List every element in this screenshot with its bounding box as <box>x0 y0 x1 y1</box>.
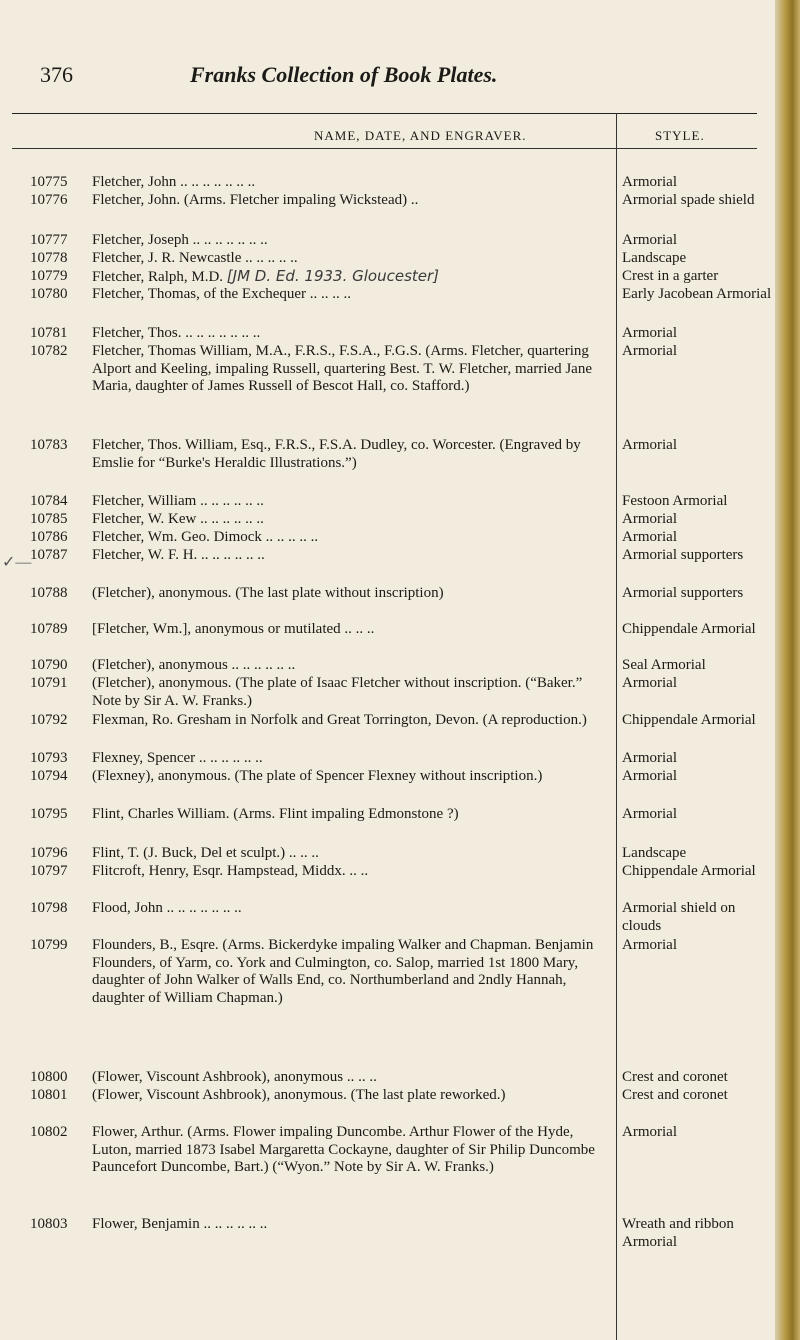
entry-number: 10789 <box>30 621 68 637</box>
column-header-name: NAME, DATE, AND ENGRAVER. <box>314 128 527 143</box>
entry-text: Flounders, B., Esqre. (Arms. Bickerdyke impaling Walker and Chapman. Benjamin Flounders, of Yarm, co. York and Culmington, co. Salop, married 1st 1800 Mary, daughter of John Walker of Walls End, co. Northumberland and 2ndly Hannah, daughter of William Chapman.) <box>92 937 594 1006</box>
running-header <box>40 62 740 92</box>
entry-style: Armorial <box>622 437 677 453</box>
entry-text: Fletcher, William .. .. .. .. .. .. <box>92 493 264 509</box>
entry-text: Fletcher, Ralph, M.D. <box>92 269 224 285</box>
entry-text: Fletcher, Wm. Geo. Dimock .. .. .. .. .. <box>92 529 319 545</box>
entry-style: Armorial <box>622 937 677 953</box>
entry-text: Flower, Arthur. (Arms. Flower impaling Duncombe. Arthur Flower of the Hyde, Luton, married 1873 Isabel Margaretta Cockayne, daughter of Sir Philip Duncombe Pauncefort Duncombe, Bart.) (“Wyon.” Note by Sir A. W. Franks.) <box>92 1124 595 1175</box>
entry-text: Flexney, Spencer .. .. .. .. .. .. <box>92 750 263 766</box>
handwritten-annotation: [JM D. Ed. 1933. Gloucester] <box>226 267 440 285</box>
entry-text: Fletcher, J. R. Newcastle .. .. .. .. .. <box>92 250 298 266</box>
entry-text: Fletcher, John .. .. .. .. .. .. .. <box>92 174 256 190</box>
column-header-style: STYLE. <box>655 128 705 143</box>
entry-number: 10800 <box>30 1069 68 1085</box>
entry-style: Chippendale Armorial <box>622 863 756 879</box>
entry-style: Landscape <box>622 250 687 266</box>
entry-text: Flood, John .. .. .. .. .. .. .. <box>92 900 242 916</box>
page-edge <box>775 0 800 1340</box>
entry-number: 10778 <box>30 250 68 266</box>
entry-number: 10791 <box>30 675 68 691</box>
top-rule <box>12 113 757 114</box>
column-divider <box>616 113 617 1340</box>
entry-number: 10792 <box>30 712 68 728</box>
entry-style: Early Jacobean Armorial <box>622 286 772 302</box>
entry-style: Armorial supporters <box>622 547 744 563</box>
entry-number: 10796 <box>30 845 68 861</box>
entry-style: Armorial <box>622 750 677 766</box>
entry-style: Wreath and ribbon Armorial <box>622 1216 734 1250</box>
entry-number: 10785 <box>30 511 68 527</box>
page-number: 376 <box>40 62 73 87</box>
entry-style: Landscape <box>622 845 687 861</box>
entry-text: (Flower, Viscount Ashbrook), anonymous .. .. .. <box>92 1069 377 1085</box>
entry-text: Flexman, Ro. Gresham in Norfolk and Great Torrington, Devon. (A reproduction.) <box>92 712 587 728</box>
entry-style: Armorial supporters <box>622 585 744 601</box>
entry-style: Armorial <box>622 529 677 545</box>
entry-style: Armorial <box>622 768 677 784</box>
entry-number: 10779 <box>30 268 68 284</box>
entry-number: 10786 <box>30 529 68 545</box>
entry-text: (Fletcher), anonymous .. .. .. .. .. .. <box>92 657 296 673</box>
entry-text: Fletcher, Thos. William, Esq., F.R.S., F.S.A. Dudley, co. Worcester. (Engraved by Emslie for “Burke's Heraldic Illustrations.”) <box>92 437 581 471</box>
entry-text: (Fletcher), anonymous. (The plate of Isaac Fletcher without inscription. (“Baker.” Note by Sir A. W. Franks.) <box>92 675 583 709</box>
entry-style: Crest in a garter <box>622 268 719 284</box>
entry-text: Flitcroft, Henry, Esqr. Hampstead, Middx. .. .. <box>92 863 369 879</box>
entry-style: Armorial <box>622 325 677 341</box>
entry-style: Crest and coronet <box>622 1087 728 1103</box>
entry-number: 10790 <box>30 657 68 673</box>
header-rule <box>12 148 757 149</box>
entry-number: 10776 <box>30 192 68 208</box>
entry-style: Armorial <box>622 343 677 359</box>
entry-number: 10788 <box>30 585 68 601</box>
entry-style: Armorial <box>622 806 677 822</box>
entry-style: Armorial <box>622 675 677 691</box>
entry-number: 10782 <box>30 343 68 359</box>
entry-number: 10784 <box>30 493 68 509</box>
entry-number: 10803 <box>30 1216 68 1232</box>
entry-style: Armorial <box>622 511 677 527</box>
entry-style: Armorial <box>622 232 677 248</box>
entry-style: Chippendale Armorial <box>622 621 756 637</box>
entry-number: 10794 <box>30 768 68 784</box>
entry-number: 10797 <box>30 863 68 879</box>
entry-number: 10801 <box>30 1087 68 1103</box>
entry-style: Armorial spade shield <box>622 192 755 208</box>
entry-text: Flint, T. (J. Buck, Del et sculpt.) .. .. .. <box>92 845 319 861</box>
entry-number: 10798 <box>30 900 68 916</box>
entry-number: 10777 <box>30 232 68 248</box>
entry-number: 10780 <box>30 286 68 302</box>
entry-text: Fletcher, W. Kew .. .. .. .. .. .. <box>92 511 264 527</box>
entry-number: 10775 <box>30 174 68 190</box>
entry-style: Armorial <box>622 1124 677 1140</box>
entry-text: Flint, Charles William. (Arms. Flint impaling Edmonstone ?) <box>92 806 459 822</box>
running-title: Franks Collection of Book Plates. <box>190 62 498 87</box>
entry-number: 10793 <box>30 750 68 766</box>
entry-text: Fletcher, John. (Arms. Fletcher impaling Wickstead) .. <box>92 192 419 208</box>
entry-style: Seal Armorial <box>622 657 706 673</box>
entry-text: Flower, Benjamin .. .. .. .. .. .. <box>92 1216 268 1232</box>
entry-number: 10799 <box>30 937 68 953</box>
entry-style: Festoon Armorial <box>622 493 728 509</box>
margin-tick-mark: ✓— <box>2 554 32 571</box>
entry-number: 10781 <box>30 325 68 341</box>
entry-number: 10795 <box>30 806 68 822</box>
entry-style: Armorial shield on clouds <box>622 900 736 934</box>
entry-text: Fletcher, Joseph .. .. .. .. .. .. .. <box>92 232 268 248</box>
entry-text: (Flower, Viscount Ashbrook), anonymous. (The last plate reworked.) <box>92 1087 506 1103</box>
entry-style: Armorial <box>622 174 677 190</box>
entry-text-wrap <box>92 268 607 287</box>
entry-text: Fletcher, Thomas William, M.A., F.R.S., F.S.A., F.G.S. (Arms. Fletcher, quartering Alport and Keeling, impaling Russell, quartering Best. T. W. Fletcher, married Jane Maria, daughter of James Russell of Bescot Hall, co. Stafford.) <box>92 343 592 394</box>
entry-style: Chippendale Armorial <box>622 712 756 728</box>
entry-text: Fletcher, Thos. .. .. .. .. .. .. .. <box>92 325 261 341</box>
entry-text: Fletcher, Thomas, of the Exchequer .. .. .. .. <box>92 286 352 302</box>
entry-number: 10802 <box>30 1124 68 1140</box>
entry-text: Fletcher, W. F. H. .. .. .. .. .. .. <box>92 547 265 563</box>
entry-style: Crest and coronet <box>622 1069 728 1085</box>
entry-text: [Fletcher, Wm.], anonymous or mutilated .. .. .. <box>92 621 375 637</box>
entry-number: 10787 <box>30 547 68 563</box>
entry-text: (Fletcher), anonymous. (The last plate without inscription) <box>92 585 444 601</box>
entry-text: (Flexney), anonymous. (The plate of Spencer Flexney without inscription.) <box>92 768 543 784</box>
entry-number: 10783 <box>30 437 68 453</box>
